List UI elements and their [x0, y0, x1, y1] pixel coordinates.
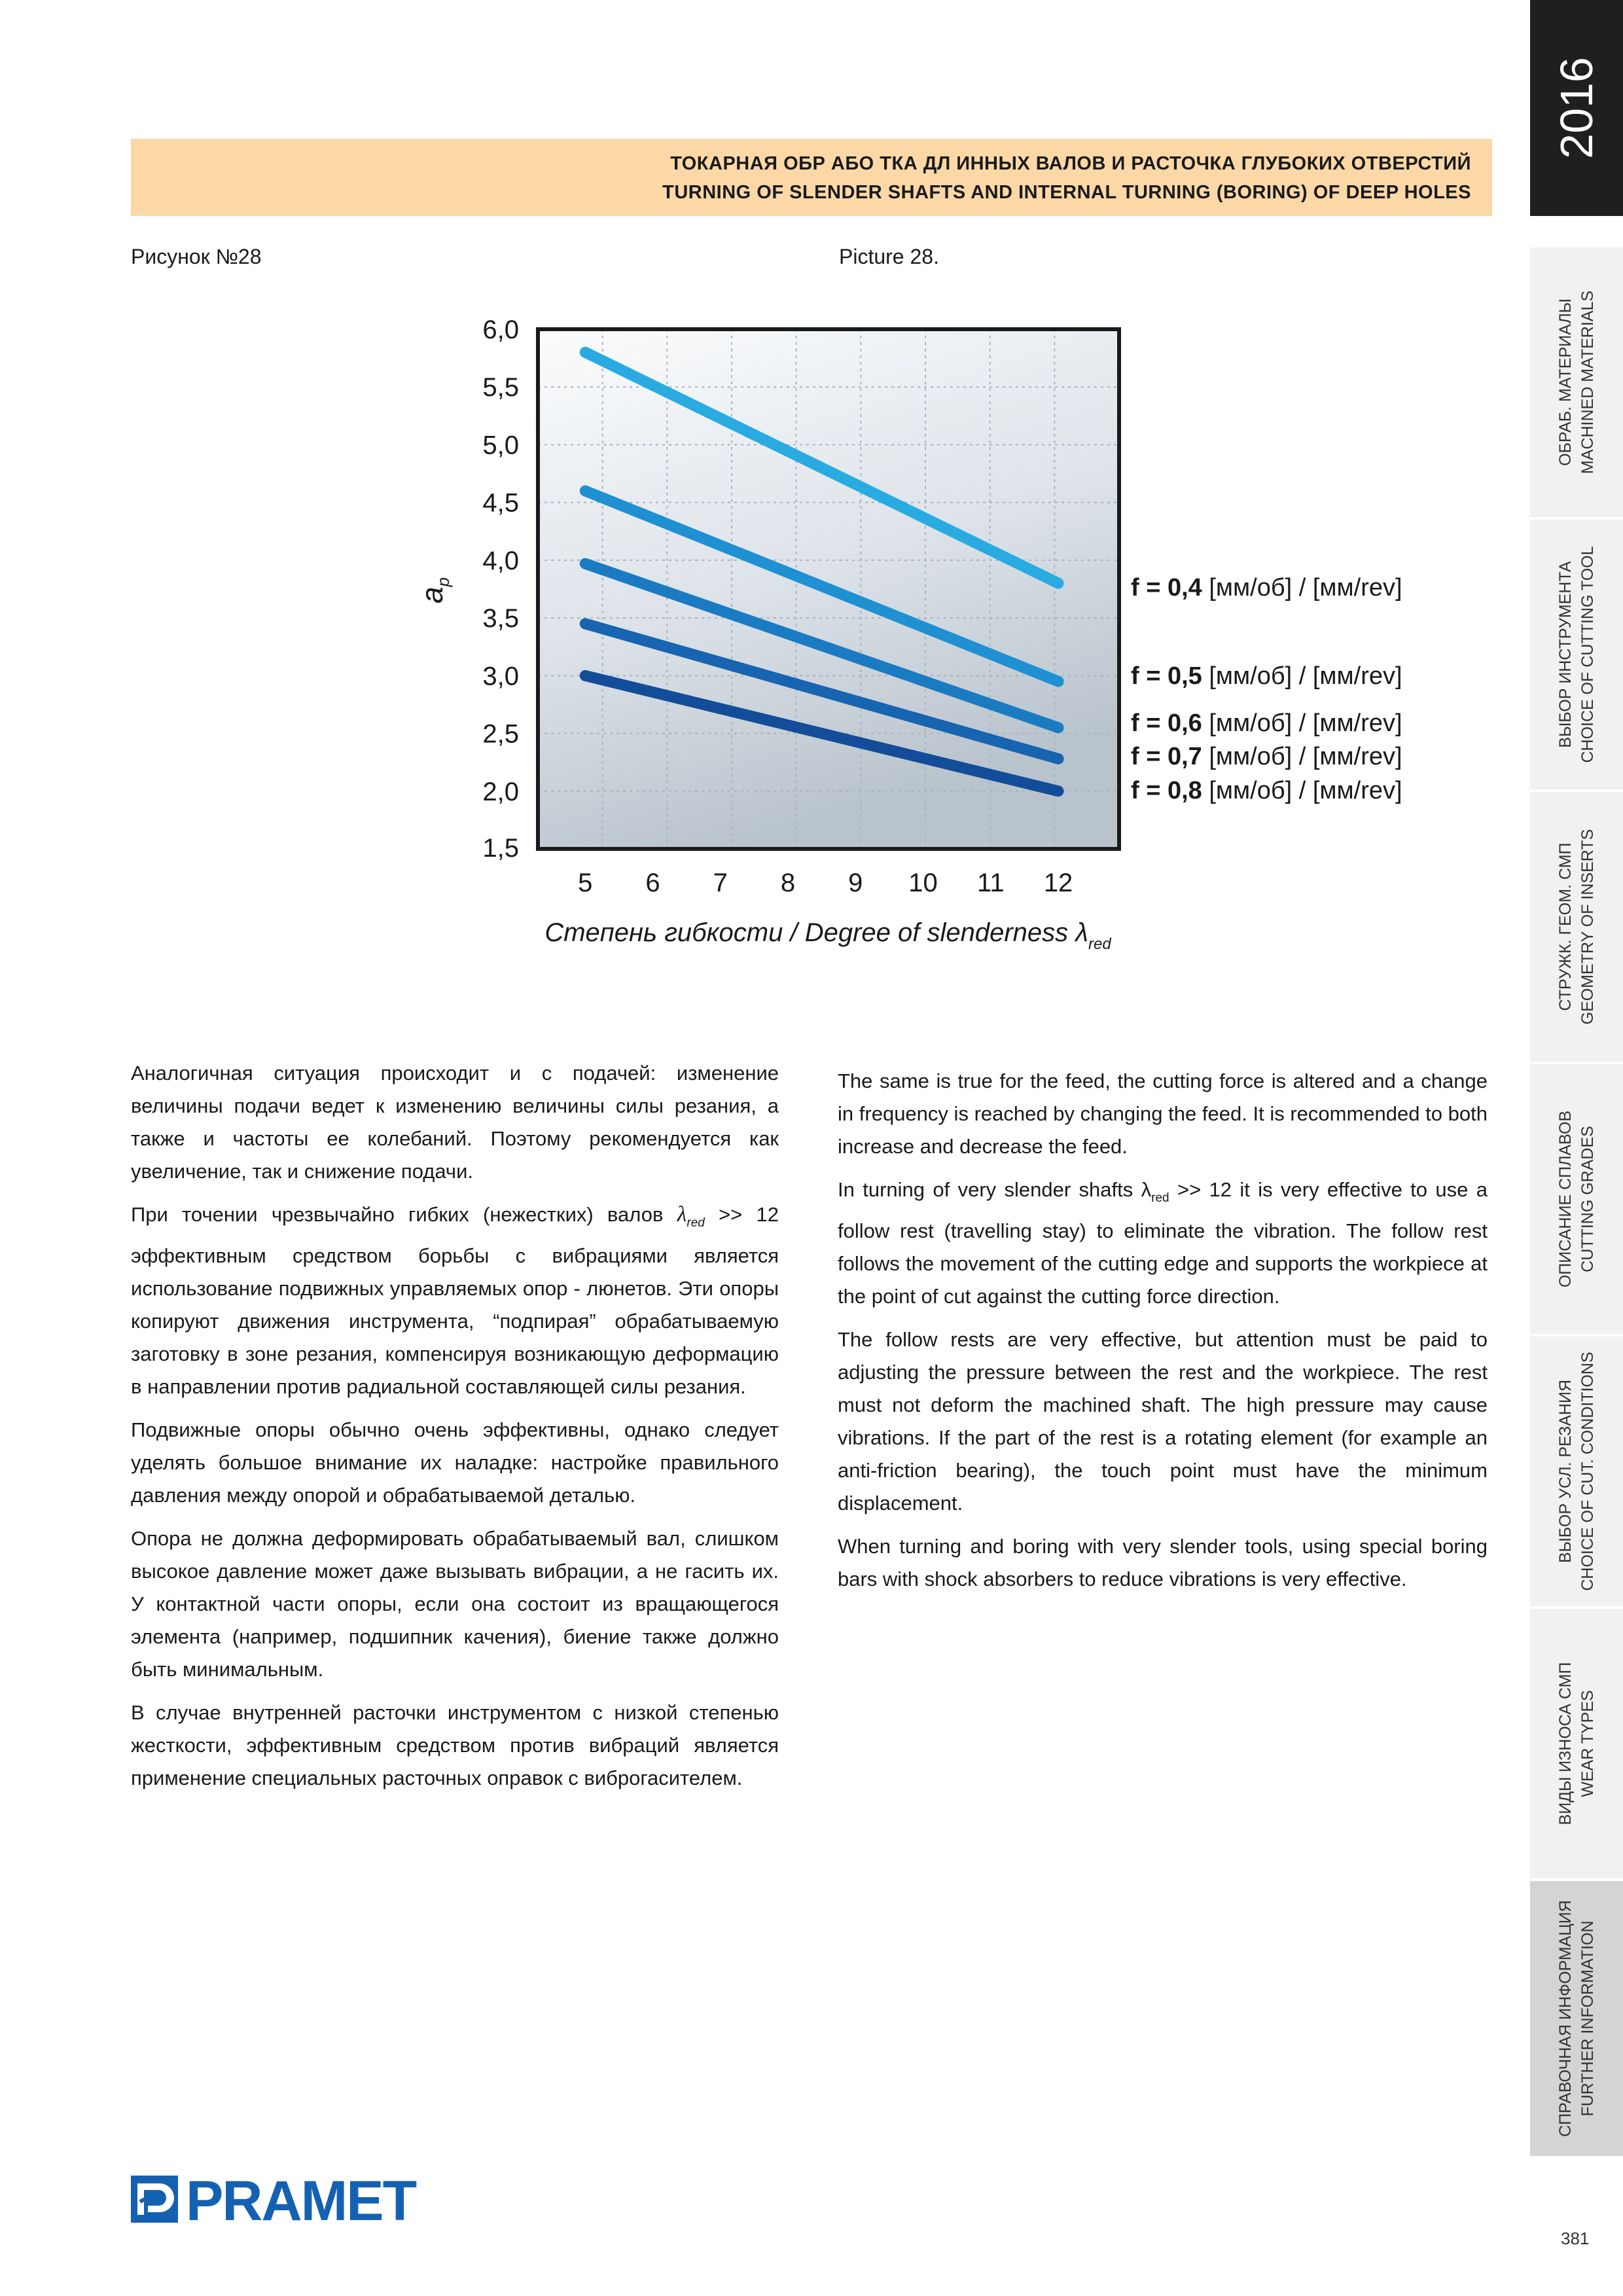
- tab-machined-materials[interactable]: ОБРАБ. МАТЕРИАЛЫ MACHINED MATERIALS: [1530, 247, 1623, 517]
- chapter-sidebar: [1530, 0, 1623, 2296]
- tab-wear-types[interactable]: ВИДЫ ИЗНОСА СМП WEAR TYPES: [1530, 1609, 1623, 1878]
- x-axis-label: Степень гибкости / Degree of slenderness $\lambda_{red}$: [544, 918, 1111, 953]
- y-tick-label: 6,0: [482, 315, 519, 344]
- section-title-ru: ТОКАРНАЯ ОБР АБО ТКА ДЛ ИННЫХ ВАЛОВ И РАСТОЧКА ГЛУБОКИХ ОТВЕРСТИЙ: [670, 153, 1471, 174]
- legend-label-3: f = 0,6 [мм/об] / [мм/rev]: [1131, 709, 1402, 737]
- paragraph-ru-3: Подвижные опоры обычно очень эффективны, однако следует уделять большое внимание их наладке: настройке правильного давления между опорой и обрабатываемой деталью.: [131, 1418, 779, 1507]
- legend-label-4: f = 0,7 [мм/об] / [мм/rev]: [1131, 743, 1402, 770]
- pramet-logo-word: PRAMET: [186, 2170, 416, 2233]
- tab-choice-of-cut-conditions[interactable]: ВЫБОР УСЛ. РЕЗАНИЯ CHOICE OF CUT. CONDITIONS: [1530, 1336, 1623, 1606]
- paragraph-en-4: When turning and boring with very slender tools, using special boring bars with shock absorbers to reduce vibrations is very effective.: [838, 1535, 1488, 1590]
- x-tick-label: 8: [780, 869, 796, 897]
- legend-label-1: f = 0,4 [мм/об] / [мм/rev]: [1131, 574, 1402, 601]
- tab-geometry-of-inserts[interactable]: СТРУЖК. ГЕОМ. СМП GEOMETRY OF INSERTS: [1530, 792, 1623, 1062]
- pramet-logo: [131, 2170, 416, 2233]
- y-tick-label: 4,0: [482, 546, 519, 575]
- tab-cutting-grades[interactable]: ОПИСАНИЕ СПЛАВОВ CUTTING GRADES: [1530, 1064, 1623, 1334]
- figure-caption-ru: Рисунок №28: [131, 245, 262, 268]
- paragraph-ru-5: В случае внутренней расточки инструментом с низкой степенью жесткости, эффективным средством против вибраций является применение специальных расточных оправок с виброгасителем.: [131, 1701, 779, 1789]
- year-tab: 2016: [1530, 0, 1623, 216]
- pramet-logo-icon: [131, 2176, 178, 2223]
- legend-label-2: f = 0,5 [мм/об] / [мм/rev]: [1131, 662, 1402, 690]
- x-tick-label: 11: [977, 869, 1005, 897]
- slenderness-chart: [0, 0, 1440, 982]
- y-tick-label: 5,5: [482, 373, 519, 403]
- x-tick-label: 9: [848, 869, 863, 897]
- y-tick-label: 4,5: [482, 488, 519, 518]
- x-tick-label: 5: [578, 869, 593, 897]
- paragraph-ru-4: Опора не должна деформировать обрабатываемый вал, слишком высокое давление может даже вызывать вибрации, а не гасить их. У контактной части опоры, если она состоит из вращающегося элемента (например, подшипник качения), биение также должно быть минимальным.: [131, 1527, 779, 1681]
- paragraph-en-1: The same is true for the feed, the cutting force is altered and a change in frequency is reached by changing the feed. It is recommended to both increase and decrease the feed.: [838, 1069, 1488, 1158]
- y-tick-label: 2,0: [482, 777, 519, 806]
- x-tick-label: 10: [908, 869, 938, 897]
- text-column-en: [838, 1065, 1488, 1606]
- text-column-ru: [131, 1057, 779, 1805]
- y-tick-label: 3,5: [482, 604, 519, 634]
- paragraph-ru-1: Аналогичная ситуация происходит и с подачей: изменение величины подачи ведет к изменению величины силы резания, а также и частоты ее колебаний. Поэтому рекомендуется как увеличение, так и снижение подачи.: [131, 1062, 779, 1183]
- y-tick-label: 5,0: [482, 431, 519, 460]
- figure-caption-en: Picture 28.: [839, 245, 939, 268]
- paragraph-en-3: The follow rests are very effective, but attention must be paid to adjusting the pressure between the rest and the workpiece. The rest must not deform the machined shaft. The high pressure may cause vibrations. If the part of the rest is a rotating element (for example an anti-friction bearing), the touch point must have the minimum displacement.: [838, 1328, 1488, 1515]
- page-number: 381: [1561, 2229, 1590, 2248]
- x-tick-label: 6: [645, 869, 660, 897]
- section-title-en: TURNING OF SLENDER SHAFTS AND INTERNAL TURNING (BORING) OF DEEP HOLES: [662, 182, 1471, 203]
- tab-choice-of-cutting-tool[interactable]: ВЫБОР ИНСТРУМЕНТА CHOICE OF CUTTING TOOL: [1530, 520, 1623, 789]
- tab-further-information[interactable]: СПРАВОЧНАЯ ИНФОРМАЦИЯ FURTHER INFORMATION: [1530, 1881, 1623, 2156]
- y-tick-label: 3,0: [482, 662, 519, 691]
- y-axis-label: $a_p$: [415, 577, 453, 604]
- paragraph-en-2: In turning of very slender shafts $\lambda_{red} >> 12$ it is very effective to use a follow rest (travelling stay) to eliminate the vibration. The follow rest follows the movement of the cutting edge and supports the workpiece at the point of cut against the cutting force direction.: [838, 1178, 1488, 1308]
- y-tick-label: 2,5: [482, 719, 519, 749]
- x-tick-label: 12: [1043, 869, 1073, 897]
- legend-label-5: f = 0,8 [мм/об] / [мм/rev]: [1131, 777, 1402, 804]
- x-tick-label: 7: [713, 869, 728, 897]
- y-tick-label: 1,5: [482, 834, 519, 863]
- paragraph-ru-2: При точении чрезвычайно гибких (нежестких) валов $\lambda_{red} >> 12$ эффективным средством борьбы с вибрациями является использование подвижных управляемых опор - люнетов. Эти опоры копируют движения инструмента, “подпирая” обрабатываемую заготовку в зоне резания, компенсируя возникающую деформацию в направлении против радиальной составляющей силы резания.: [131, 1202, 779, 1398]
